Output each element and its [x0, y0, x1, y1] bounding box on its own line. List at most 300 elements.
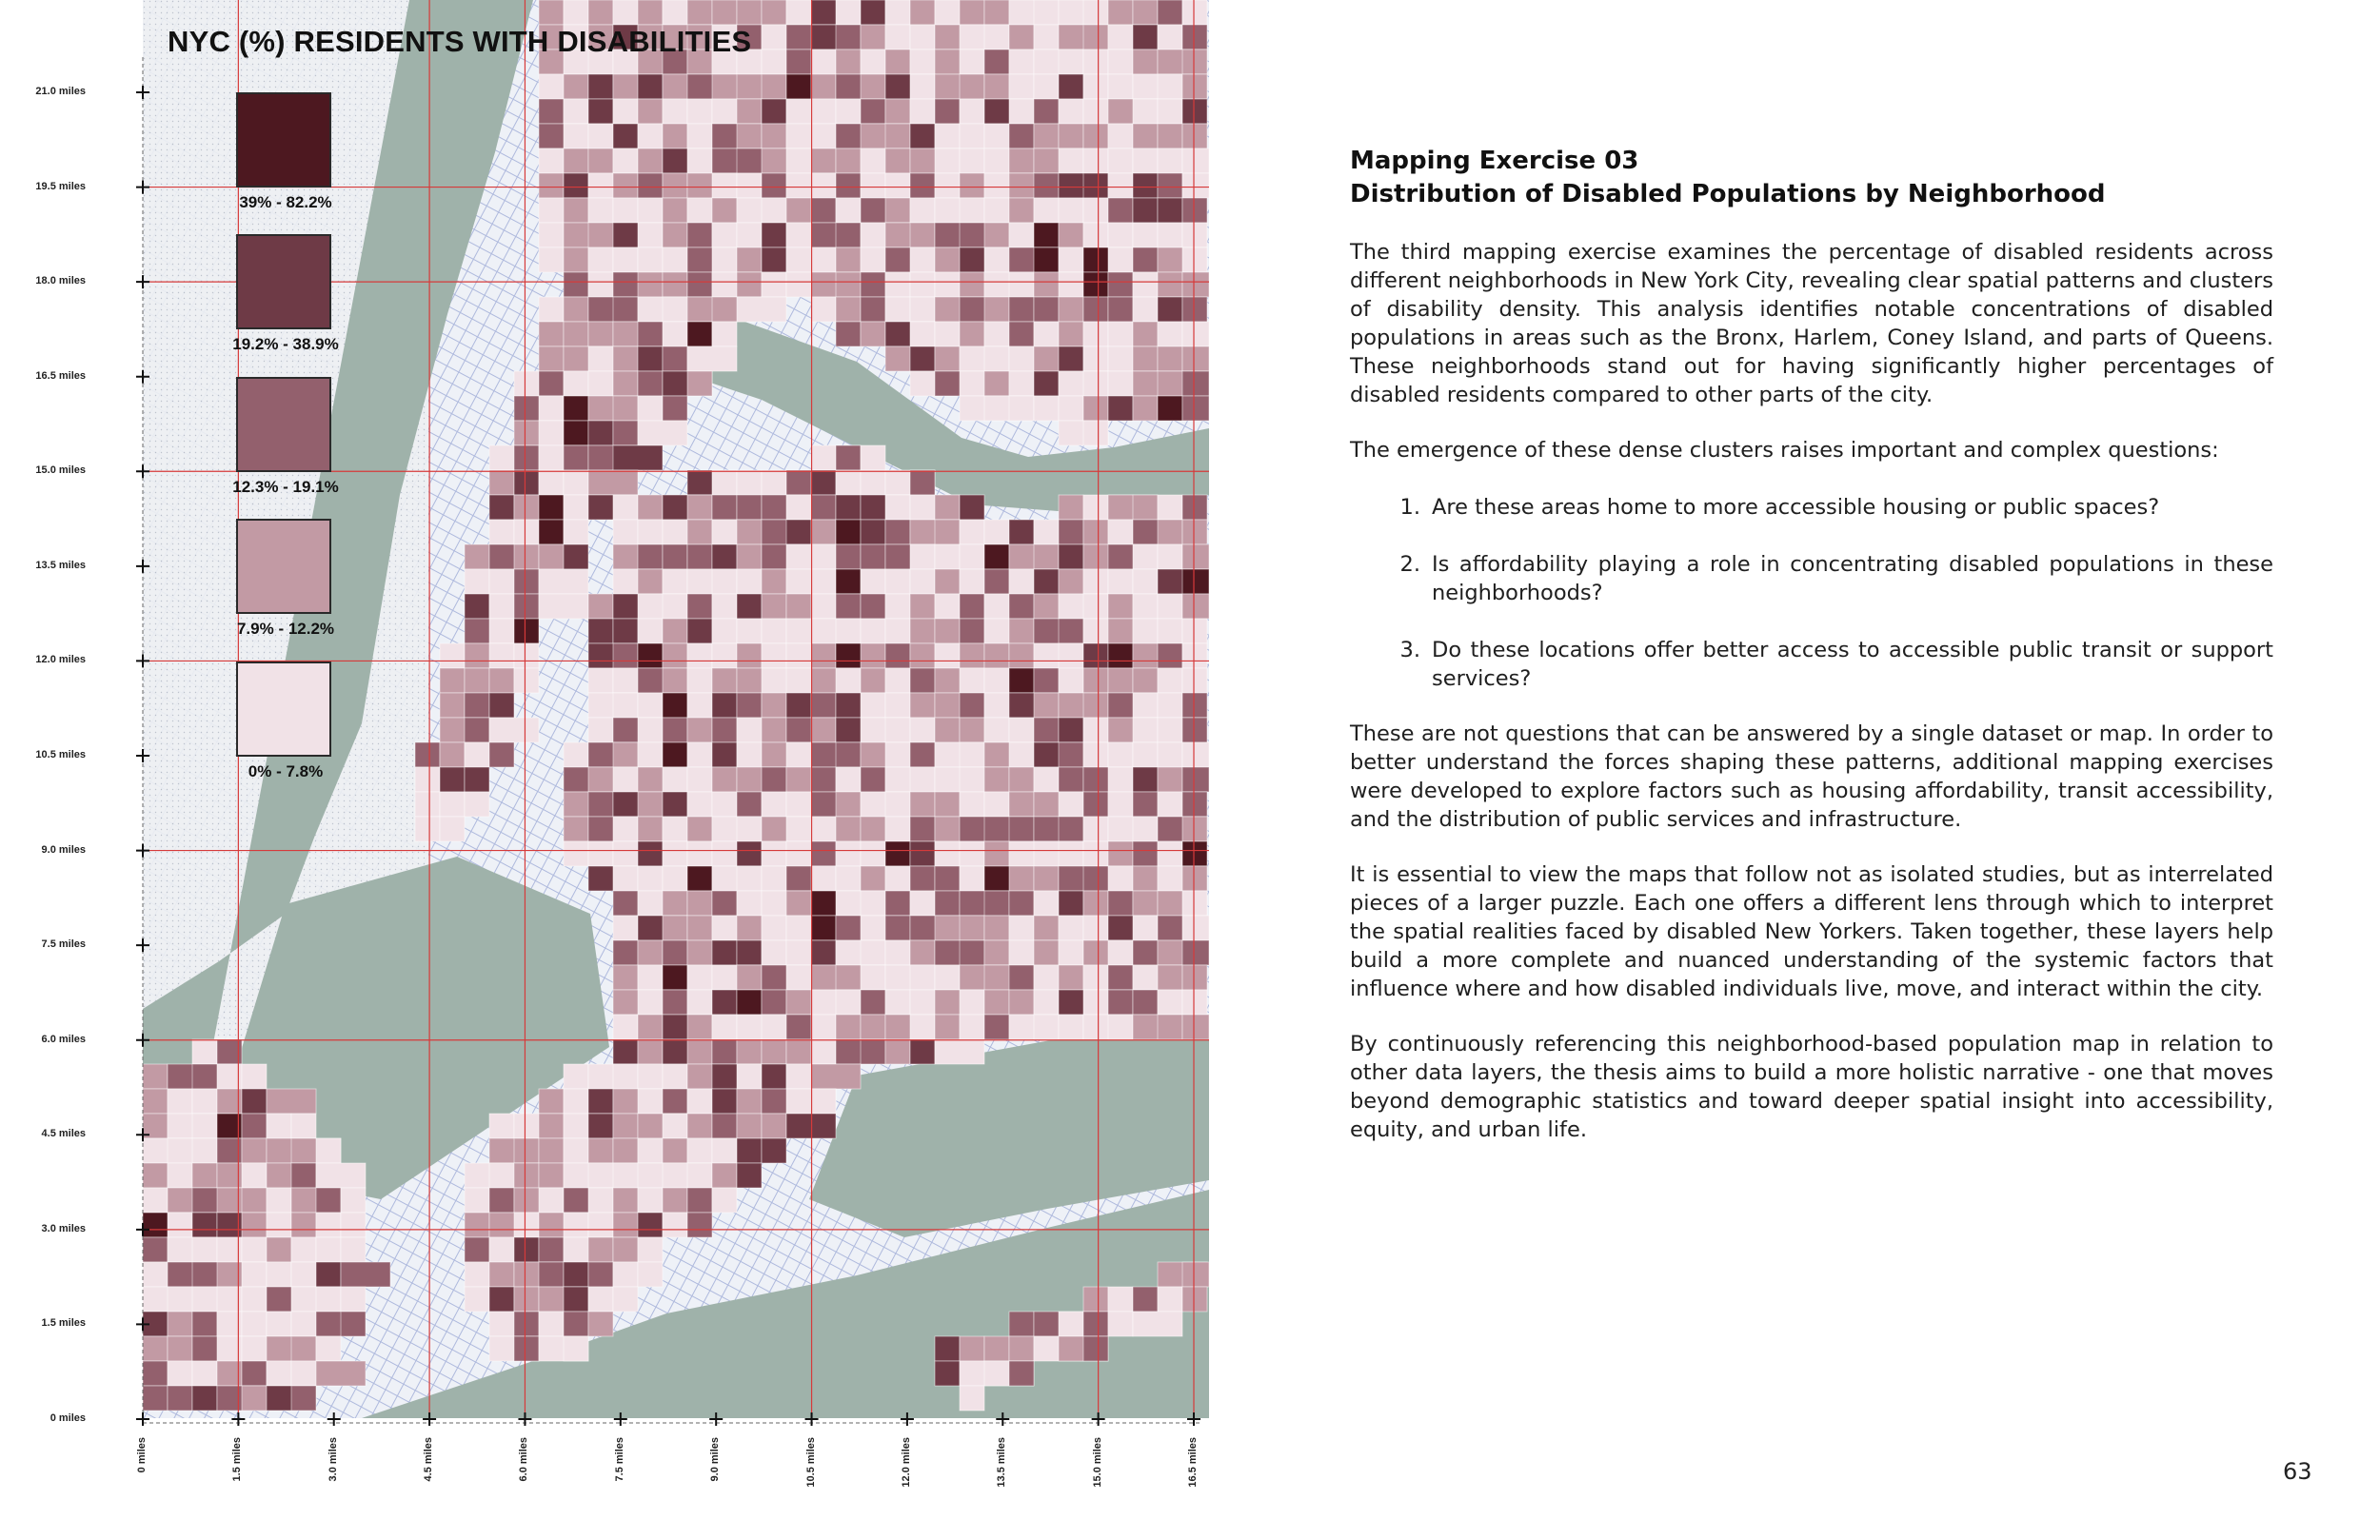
census-tract	[960, 990, 984, 1015]
census-tract	[663, 866, 687, 891]
census-tract	[885, 148, 910, 173]
census-tract	[1083, 520, 1108, 544]
census-tract	[1158, 396, 1182, 421]
census-tract	[836, 520, 861, 544]
census-tract	[564, 1287, 588, 1312]
census-tract	[687, 1114, 712, 1138]
map-title: NYC (%) RESIDENTS WITH DISABILITIES	[168, 25, 752, 58]
census-tract	[316, 1361, 366, 1386]
census-tract	[1133, 1312, 1182, 1336]
census-tract	[514, 544, 539, 569]
census-tract	[1034, 718, 1059, 742]
census-tract	[1133, 495, 1158, 520]
census-tract	[885, 49, 910, 74]
census-tract	[638, 74, 663, 99]
census-tract	[613, 965, 638, 990]
census-tract	[737, 940, 762, 965]
census-tract	[885, 619, 910, 643]
census-tract	[910, 693, 935, 718]
census-tract	[341, 1287, 366, 1312]
census-tract	[440, 792, 465, 817]
census-tract	[960, 718, 984, 742]
census-tract	[885, 0, 910, 25]
census-tract	[613, 1262, 638, 1287]
census-tract	[762, 1039, 786, 1064]
census-tract	[539, 396, 564, 421]
census-tract	[984, 619, 1009, 643]
census-tract	[836, 272, 861, 297]
census-tract	[638, 1188, 663, 1213]
census-tract	[984, 891, 1009, 916]
census-tract	[514, 1312, 539, 1336]
y-axis-label: 21.0 miles	[35, 86, 86, 97]
census-tract	[984, 148, 1009, 173]
census-tract	[1133, 198, 1158, 223]
census-tract	[1083, 421, 1108, 445]
census-tract	[1133, 693, 1158, 718]
census-tract	[935, 148, 960, 173]
census-tract	[910, 767, 935, 792]
census-tract	[836, 25, 861, 49]
census-tract	[910, 841, 935, 866]
census-tract	[613, 198, 638, 223]
census-tract	[811, 693, 836, 718]
census-tract	[687, 223, 712, 247]
x-axis-label: 4.5 miles	[423, 1437, 435, 1482]
census-tract	[960, 569, 984, 594]
census-tract	[1108, 965, 1133, 990]
census-tract	[1059, 544, 1083, 569]
census-tract	[663, 767, 687, 792]
census-tract	[638, 223, 663, 247]
census-tract	[465, 1262, 489, 1287]
census-tract	[1083, 817, 1108, 841]
census-tract	[415, 792, 440, 817]
census-tract	[143, 1064, 168, 1089]
census-tract	[811, 940, 836, 965]
census-tract	[1158, 346, 1182, 371]
census-tract	[960, 668, 984, 693]
census-tract	[885, 124, 910, 148]
census-tract	[1182, 495, 1207, 520]
census-tract	[737, 1138, 762, 1163]
census-tract	[984, 594, 1009, 619]
census-tract	[613, 495, 638, 520]
census-tract	[786, 198, 811, 223]
census-tract	[786, 668, 811, 693]
census-tract	[1182, 1287, 1207, 1312]
census-tract	[762, 173, 786, 198]
census-tract	[1034, 247, 1059, 272]
census-tract	[762, 718, 786, 742]
census-tract	[960, 940, 984, 965]
census-tract	[1083, 49, 1108, 74]
census-tract	[737, 544, 762, 569]
census-tract	[638, 396, 663, 421]
census-tract	[861, 1039, 885, 1064]
census-tract	[465, 594, 489, 619]
census-tract	[960, 99, 984, 124]
census-tract	[836, 173, 861, 198]
census-tract	[1182, 643, 1207, 668]
census-tract	[489, 495, 514, 520]
census-tract	[663, 1188, 687, 1213]
census-tract	[737, 594, 762, 619]
census-tract	[1133, 718, 1158, 742]
census-tract	[984, 718, 1009, 742]
census-tract	[539, 470, 564, 495]
census-tract	[489, 470, 514, 495]
legend-swatch	[236, 92, 331, 188]
census-tract	[984, 767, 1009, 792]
census-tract	[737, 1089, 762, 1114]
census-tract	[1083, 718, 1108, 742]
census-tract	[1059, 817, 1083, 841]
census-tract	[242, 1114, 267, 1138]
census-tract	[1009, 25, 1034, 49]
census-tract	[267, 1262, 291, 1287]
census-tract	[638, 346, 663, 371]
census-tract	[1133, 1287, 1158, 1312]
census-tract	[984, 990, 1009, 1015]
census-tract	[984, 74, 1009, 99]
census-tract	[1059, 792, 1083, 817]
census-tract	[1158, 173, 1182, 198]
census-tract	[712, 0, 737, 25]
legend-label: 39% - 82.2%	[239, 193, 332, 211]
y-axis-label: 1.5 miles	[41, 1317, 86, 1330]
census-tract	[539, 1312, 564, 1336]
census-tract	[514, 569, 539, 594]
census-tract	[1182, 346, 1209, 371]
census-tract	[1133, 544, 1158, 569]
census-tract	[687, 371, 712, 396]
census-tract	[1158, 148, 1182, 173]
census-tract	[1059, 668, 1083, 693]
census-tract	[1009, 792, 1034, 817]
census-tract	[836, 841, 861, 866]
census-tract	[514, 1138, 539, 1163]
census-tract	[1108, 792, 1133, 817]
census-tract	[638, 718, 663, 742]
census-tract	[712, 718, 737, 742]
census-tract	[861, 866, 885, 891]
census-tract	[638, 124, 663, 148]
census-tract	[836, 817, 861, 841]
census-tract	[465, 1237, 489, 1262]
census-tract	[1158, 767, 1182, 792]
census-tract	[539, 1262, 564, 1287]
census-tract	[836, 544, 861, 569]
census-tract	[192, 1039, 217, 1064]
census-tract	[861, 445, 885, 470]
census-tract	[737, 0, 762, 25]
census-tract	[1009, 668, 1034, 693]
census-tract	[1083, 297, 1108, 322]
census-tract	[1133, 396, 1158, 421]
census-tract	[489, 668, 514, 693]
census-tract	[836, 866, 861, 891]
x-axis-label: 16.5 miles	[1187, 1437, 1199, 1488]
census-tract	[762, 841, 786, 866]
census-tract	[762, 1114, 786, 1138]
census-tract	[588, 371, 613, 396]
census-tract	[786, 891, 811, 916]
census-tract	[514, 1336, 539, 1361]
census-tract	[861, 173, 885, 198]
census-tract	[935, 594, 960, 619]
census-tract	[1083, 1336, 1108, 1361]
census-tract	[316, 1213, 341, 1237]
census-tract	[638, 643, 663, 668]
census-tract	[687, 619, 712, 643]
census-tract	[489, 1114, 514, 1138]
census-tract	[267, 1213, 291, 1237]
census-tract	[613, 1015, 638, 1039]
census-tract	[687, 718, 712, 742]
census-tract	[861, 817, 885, 841]
census-tract	[564, 74, 588, 99]
paragraph-intro: The third mapping exercise examines the percentage of disabled residents across different neighborhoods in New York City, revealing clear spatial patterns and clusters of disability density. This analysis identifies notable concentrations of disabled populations in areas such as the Bronx, Harlem, Coney Island, and parts of Queens. These neighborhoods stand out for having significantly higher percentages of disabled residents compared to other parts of the city.	[1350, 240, 2273, 407]
question-text: Are these areas home to more accessible housing or public spaces?	[1432, 495, 2160, 520]
census-tract	[811, 247, 836, 272]
census-tract	[712, 470, 737, 495]
census-tract	[885, 990, 910, 1015]
census-tract	[712, 742, 737, 767]
census-tract	[786, 965, 811, 990]
census-tract	[811, 1039, 836, 1064]
census-tract	[1059, 272, 1083, 297]
census-tract	[712, 1015, 737, 1039]
census-tract	[465, 1287, 489, 1312]
census-tract	[341, 1262, 390, 1287]
census-tract	[935, 569, 960, 594]
census-tract	[885, 718, 910, 742]
census-tract	[341, 1213, 366, 1237]
census-tract	[687, 594, 712, 619]
census-tract	[687, 520, 712, 544]
census-tract	[613, 817, 638, 841]
census-tract	[712, 1089, 737, 1114]
census-tract	[910, 965, 935, 990]
heading-line2: Distribution of Disabled Populations by Neighborhood	[1350, 180, 2106, 208]
census-tract	[786, 223, 811, 247]
legend-label: 19.2% - 38.9%	[232, 335, 339, 353]
census-tract	[861, 322, 885, 346]
census-tract	[1009, 371, 1034, 396]
census-tract	[1182, 0, 1207, 25]
census-tract	[737, 99, 762, 124]
legend-swatch	[236, 519, 331, 614]
census-tract	[613, 99, 638, 124]
census-tract	[1083, 322, 1108, 346]
census-tract	[440, 668, 465, 693]
census-tract	[1158, 544, 1182, 569]
census-tract	[687, 742, 712, 767]
census-tract	[143, 1237, 168, 1262]
census-tract	[564, 297, 588, 322]
census-tract	[1059, 99, 1083, 124]
census-tract	[984, 25, 1009, 49]
census-tract	[291, 1312, 316, 1336]
census-tract	[588, 718, 613, 742]
census-tract	[663, 619, 687, 643]
census-tract	[712, 643, 737, 668]
census-tract	[465, 767, 489, 792]
census-tract	[935, 173, 960, 198]
census-tract	[1034, 124, 1059, 148]
census-tract	[291, 1114, 316, 1138]
census-tract	[1034, 668, 1059, 693]
census-tract	[242, 1361, 267, 1386]
census-tract	[960, 841, 984, 866]
census-tract	[1059, 891, 1083, 916]
census-tract	[564, 198, 588, 223]
census-tract	[613, 247, 638, 272]
census-tract	[1158, 297, 1182, 322]
census-tract	[861, 891, 885, 916]
census-tract	[811, 99, 836, 124]
census-tract	[1182, 223, 1207, 247]
census-tract	[1108, 520, 1133, 544]
census-tract	[1133, 124, 1158, 148]
census-tract	[1059, 940, 1083, 965]
census-tract	[1133, 990, 1158, 1015]
census-tract	[1034, 198, 1059, 223]
census-tract	[267, 1188, 291, 1213]
census-tract	[1182, 520, 1207, 544]
census-tract	[1009, 322, 1034, 346]
census-tract	[663, 965, 687, 990]
census-tract	[885, 99, 910, 124]
census-tract	[440, 817, 465, 841]
census-tract	[910, 544, 935, 569]
census-tract	[1083, 569, 1108, 594]
census-tract	[1009, 74, 1034, 99]
census-tract	[663, 99, 687, 124]
census-tract	[737, 619, 762, 643]
census-tract	[539, 1138, 564, 1163]
census-tract	[960, 272, 984, 297]
census-tract	[1133, 841, 1158, 866]
census-tract	[1158, 272, 1182, 297]
census-tract	[1034, 594, 1059, 619]
census-tract	[861, 74, 885, 99]
census-tract	[960, 792, 984, 817]
census-tract	[192, 1312, 217, 1336]
census-tract	[1108, 841, 1133, 866]
census-tract	[984, 569, 1009, 594]
census-tract	[663, 346, 687, 371]
census-tract	[588, 1188, 613, 1213]
census-tract	[712, 223, 737, 247]
census-tract	[1083, 742, 1108, 767]
census-tract	[960, 594, 984, 619]
census-tract	[1083, 198, 1108, 223]
census-tract	[984, 940, 1009, 965]
census-tract	[588, 841, 613, 866]
census-tract	[613, 445, 663, 470]
census-tract	[514, 470, 539, 495]
census-tract	[564, 421, 588, 445]
census-tract	[588, 1287, 613, 1312]
census-tract	[1182, 817, 1207, 841]
census-tract	[861, 25, 885, 49]
census-tract	[588, 619, 613, 643]
census-tract	[638, 173, 663, 198]
census-tract	[1108, 396, 1133, 421]
census-tract	[1108, 346, 1133, 371]
census-tract	[984, 544, 1009, 569]
x-axis-label: 1.5 miles	[231, 1437, 244, 1482]
census-tract	[1182, 148, 1209, 173]
census-tract	[984, 346, 1009, 371]
census-tract	[687, 1089, 712, 1114]
census-tract	[1182, 841, 1207, 866]
census-tract	[1182, 272, 1209, 297]
census-tract	[1182, 693, 1207, 718]
census-tract	[885, 891, 910, 916]
y-axis-label: 15.0 miles	[35, 464, 86, 477]
census-tract	[663, 693, 687, 718]
census-tract	[539, 594, 588, 619]
census-tract	[1182, 990, 1207, 1015]
census-tract	[564, 322, 588, 346]
census-tract	[960, 322, 984, 346]
census-tract	[267, 1237, 291, 1262]
census-tract	[712, 1039, 737, 1064]
census-tract	[1182, 940, 1209, 965]
census-tract	[687, 544, 712, 569]
census-tract	[737, 1039, 762, 1064]
census-tract	[588, 198, 613, 223]
census-tract	[291, 1386, 316, 1411]
census-tract	[811, 1089, 836, 1114]
census-tract	[762, 767, 786, 792]
census-tract	[1034, 297, 1059, 322]
census-tract	[1009, 965, 1034, 990]
census-tract	[1083, 74, 1108, 99]
census-tract	[638, 619, 663, 643]
census-tract	[762, 569, 786, 594]
census-tract	[687, 841, 712, 866]
census-tract	[267, 1312, 291, 1336]
census-tract	[440, 643, 465, 668]
census-tract	[564, 1064, 588, 1089]
census-tract	[910, 99, 935, 124]
census-tract	[1059, 1015, 1083, 1039]
census-tract	[1133, 940, 1158, 965]
census-tract	[762, 1064, 786, 1089]
census-tract	[1108, 124, 1133, 148]
census-tract	[588, 0, 613, 25]
census-tract	[564, 445, 588, 470]
census-tract	[786, 74, 811, 99]
census-tract	[712, 891, 737, 916]
census-tract	[1009, 817, 1034, 841]
census-tract	[638, 1015, 663, 1039]
census-tract	[489, 742, 514, 767]
census-tract	[242, 1163, 267, 1188]
census-tract	[836, 148, 861, 173]
census-tract	[192, 1237, 217, 1262]
census-tract	[737, 866, 762, 891]
census-tract	[1133, 0, 1158, 25]
census-tract	[861, 544, 885, 569]
census-tract	[1059, 198, 1083, 223]
census-tract	[1083, 371, 1108, 396]
census-tract	[1108, 569, 1133, 594]
